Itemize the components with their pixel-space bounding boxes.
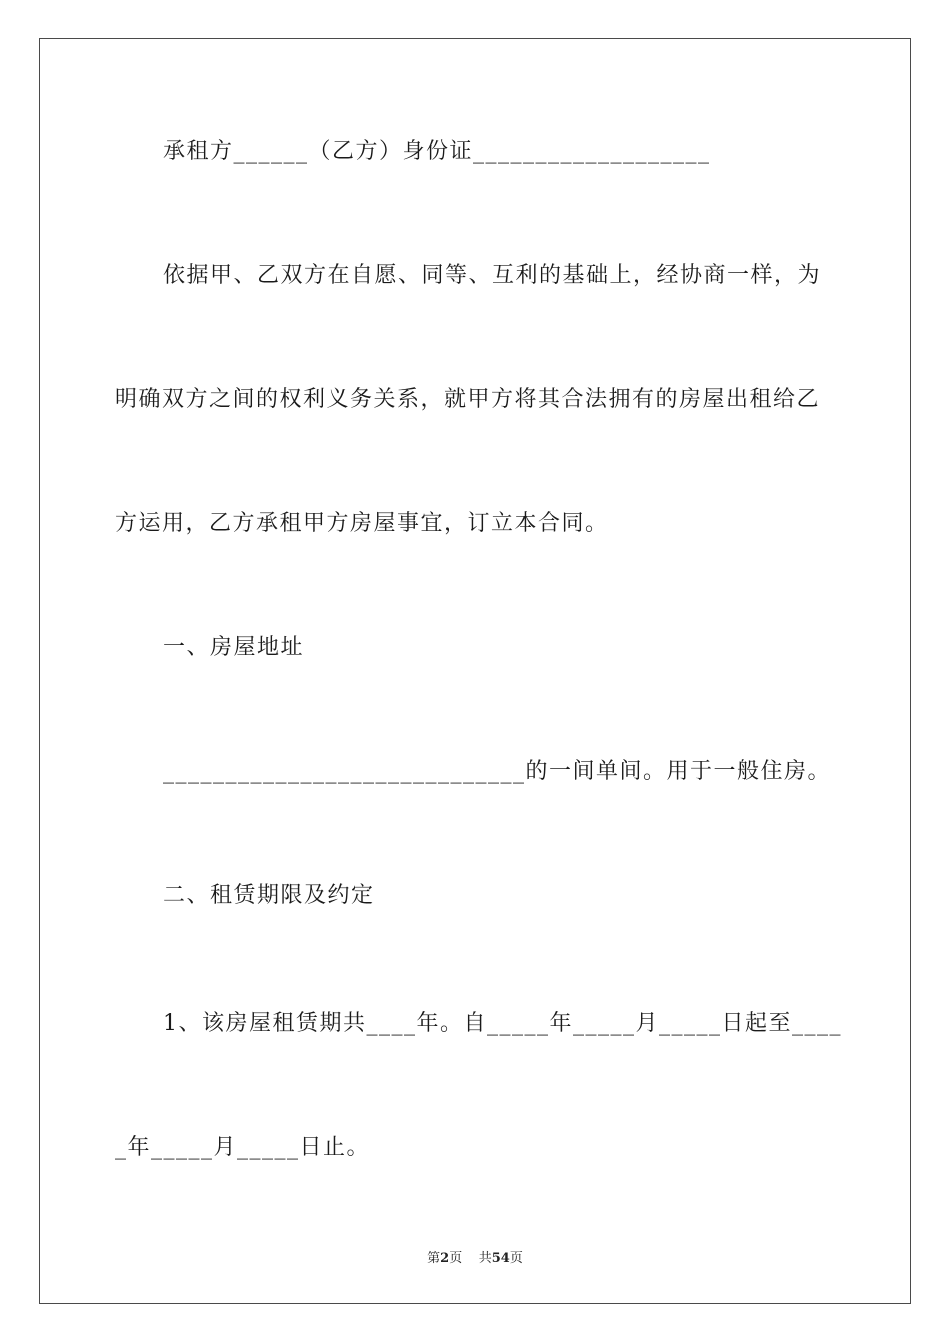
section-heading-lease-term: 二、租赁期限及约定 <box>163 883 375 908</box>
footer-total-suffix: 页 <box>509 1251 523 1266</box>
paragraph-line: 明确双方之间的权利义务关系，就甲方将其合法拥有的房屋出租给乙 <box>115 387 821 412</box>
page-frame <box>39 38 911 1304</box>
section-heading-address: 一、房屋地址 <box>163 635 305 660</box>
lease-term-line: 1、该房屋租赁期共____年。自_____年_____月_____日起至____ <box>163 1011 842 1036</box>
address-line: _____________________________的一间单间。用于一般住房。 <box>163 759 832 784</box>
tenant-line: 承租方______（乙方）身份证___________________ <box>163 139 711 164</box>
lease-term-line-continued: _年_____月_____日止。 <box>115 1135 371 1160</box>
paragraph-line: 方运用，乙方承租甲方房屋事宜，订立本合同。 <box>115 511 609 536</box>
footer-page-suffix: 页 <box>449 1251 463 1266</box>
footer-page-prefix: 第 <box>427 1251 441 1266</box>
paragraph-line: 依据甲、乙双方在自愿、同等、互利的基础上，经协商一样，为 <box>163 263 822 288</box>
footer-page-number: 2 <box>440 1251 450 1266</box>
footer-total-pages: 54 <box>491 1251 510 1266</box>
page-footer <box>0 1247 950 1266</box>
footer-total-prefix: 共 <box>478 1251 492 1266</box>
